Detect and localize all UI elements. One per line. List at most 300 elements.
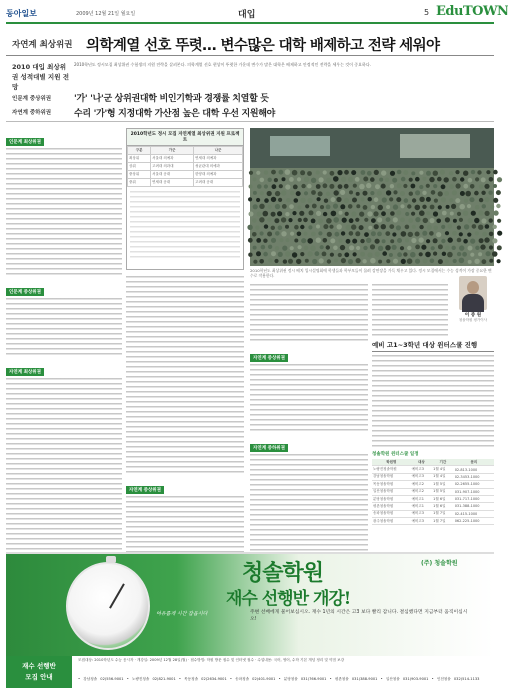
table-cell: 중상위 [128,171,151,179]
audience-member [290,232,294,236]
audience-member [390,184,394,188]
audience-member [422,177,426,181]
section-tag: 자연계 중상위권 [250,354,288,362]
audience-member [356,258,361,263]
audience-member [375,239,380,244]
audience-member [433,226,438,231]
audience-member [301,184,305,188]
audience-member [267,191,272,196]
audience-member [316,225,320,229]
table-row [372,473,494,480]
audience-member [422,231,427,236]
table-cell: 성균관대 의예과 [194,163,243,171]
winter-school-box [372,340,494,550]
audience-member [319,258,324,263]
audience-member [274,259,278,263]
audience-member [407,204,411,208]
audience-illustration [250,128,494,266]
article-column-2 [126,276,244,548]
columnist-role: 청솔학원 평가이사 [458,318,488,322]
audience-member [429,218,434,223]
audience-member [485,197,490,202]
audience-member [296,259,301,264]
section-name: 대입 [238,10,256,20]
audience-member [397,183,402,188]
audience-member [397,238,402,243]
audience-member [426,197,431,202]
audience-member [288,259,293,264]
audience-member [364,232,369,237]
audience-member [497,259,501,263]
audience-member [397,170,402,175]
table-header: 대상 [411,459,433,466]
deck-text: 2010학년도 정시모집 최상위권 수험생의 지원 전략을 살펴본다. 의학계열 선호 현상이 뚜렷한 가운데 변수가 많은 대학은 배제하고 안정적인 전략을 세우는 것이 중요하다. [74,62,372,67]
table-cell: 1월 7일 [432,510,454,517]
audience-member [462,252,467,257]
audience-member [482,232,487,237]
audience-member [304,191,308,195]
article-text [372,284,448,336]
audience-member [292,252,297,257]
audience-member [485,224,490,229]
audience-member [415,190,420,195]
ad-badge-line: 모집 안내 [25,673,53,681]
audience-member [474,259,479,264]
audience-member [271,226,275,230]
audience-member [263,211,269,217]
audience-member [285,184,290,189]
audience-member [318,231,322,235]
audience-member [356,192,360,196]
ad-badge-line: 재수 선행반 [22,662,56,670]
audience-member [381,211,386,216]
audience-member [344,252,349,257]
audience-member [294,225,299,230]
audience-member [348,177,353,182]
audience-member [267,218,271,222]
table-cell: 예비고2 [411,481,433,488]
audience-member [253,246,257,250]
audience-member [392,232,396,236]
audience-member [340,190,345,195]
audience-member [336,197,341,202]
audience-member [433,171,438,176]
audience-member [457,252,461,256]
audience-member [404,198,409,203]
audience-member [341,258,346,263]
audience-member [470,197,475,202]
table-cell: 한양대 의예과 [194,171,243,179]
audience-member [311,190,316,195]
audience-member [264,198,269,203]
audience-member [340,245,345,250]
ad-phone-list: • 강남청솔 02)556-9001 • 노량진청솔 02)821-9001 • 목동청솔 02)2634-9001 • 송파청솔 02)401-9001 • 분당청솔 031)766-9001 • 평촌청솔 031)388-9001 • 일산청솔 031)903-9001 • 인천청솔 032)514-1133 [78,677,480,681]
headline-row [6,30,494,56]
audience-member [300,225,304,229]
audience-member [368,226,372,230]
audience-member [271,238,276,243]
audience-member [390,211,395,216]
audience-member [379,178,383,182]
audience-member [297,232,302,237]
article-column-1 [6,128,122,548]
audience-member [396,210,401,215]
ad-title: 청솔학원 [242,560,324,586]
audience-member [441,225,445,229]
audience-member [293,185,298,190]
audience-member [381,170,386,175]
audience-member [282,246,287,251]
table-cell: 1월 6일 [432,495,454,502]
audience-member [256,238,261,243]
audience-member [433,238,438,243]
audience-member [471,211,476,216]
table-header: 기간 [432,459,454,466]
audience-member [422,205,426,209]
audience-member [407,258,413,264]
audience-member [450,212,454,216]
audience-member [281,231,286,236]
audience-member [386,259,390,263]
audience-member [393,190,397,194]
audience-member [497,219,501,223]
audience-member [285,225,289,229]
table-row [128,155,243,163]
audience-member [467,204,471,208]
audience-member [468,218,473,223]
table-cell: 일산청솔학원 [372,488,411,495]
audience-member [327,232,332,237]
audience-member [316,184,321,189]
audience-member [360,197,364,201]
audience-member [485,211,490,216]
audience-member [489,232,494,237]
audience-member [260,191,264,195]
audience-member [411,184,416,189]
sidebar-table-title: 청솔학원 윈터스쿨 일정 [372,452,419,457]
audience-member [304,246,309,251]
audience-member [337,170,342,175]
subhead: '가' '나'군 상위권대학 비인기학과 경쟁률 치열할 듯 [74,94,269,104]
audience-member [419,237,424,242]
audience-member [425,252,431,258]
audience-member [329,225,333,229]
audience-member [433,211,438,216]
audience-member [375,252,380,257]
audience-member [359,184,365,190]
audience-member [305,259,309,263]
audience-member [349,190,353,194]
audience-member [415,232,420,237]
ad-banner [6,554,494,656]
audience-member [400,191,405,196]
audience-member [303,218,308,223]
ad-badge [6,656,72,688]
audience-member [400,204,404,208]
audience-member [419,225,423,229]
audience-member [459,204,465,210]
table-cell: 노량진청솔학원 [372,466,411,473]
audience-member [459,218,463,222]
audience-member [330,238,335,243]
audience-member [252,232,257,237]
audience-member [352,198,357,203]
table-cell: 중위 [128,179,151,187]
audience-member [411,212,415,216]
audience-member [377,232,382,237]
article-text [126,496,244,552]
ad-body: 주변 선배에게 물어보십시오. 재수 1년의 시간은 고3 보다 빨리 갑니다. 결심했다면 지금부터 움직이십시오! [250,610,468,622]
brand-logo: EduTOWN [436,4,508,19]
audience-member [475,231,479,235]
audience-member [333,217,339,223]
audience-member [385,178,389,182]
audience-member [333,246,338,251]
audience-member [445,231,449,235]
audience-member [256,171,260,175]
audience-member [409,192,413,196]
table-cell: 02-2655-1000 [454,481,494,488]
audience-member [318,219,323,224]
audience-member [368,197,372,201]
audience-member [322,252,327,257]
audience-member [344,198,349,203]
audience-member [257,184,262,189]
audience-member [389,197,393,201]
audience-member [352,239,357,244]
audience-member [248,238,253,243]
section-tag: 자연계 최상위권 [6,368,44,376]
table-row [372,495,494,502]
audience-member [288,218,292,222]
audience-member [447,252,453,258]
sidebar-title: 예비 고1~3학년 대상 윈터스쿨 진행 [372,340,494,352]
audience-member [274,178,278,182]
audience-member [426,171,431,176]
audience-member [320,205,324,209]
subhead: 수리 '가'형 지정대학 가산점 높은 대학 우선 지원해야 [74,109,276,119]
audience-member [468,178,473,183]
audience-member [289,177,294,182]
audience-member [338,253,342,257]
audience-member [370,191,374,195]
audience-member [271,197,276,202]
audience-member [444,191,449,196]
audience-member [464,199,468,203]
audience-member [386,190,391,195]
audience-member [271,251,276,256]
table-cell: 062-225-1000 [454,518,494,525]
audience-member [286,198,290,202]
audience-member [419,171,423,175]
audience-member [346,239,351,244]
table-cell: 평촌청솔학원 [372,503,411,510]
audience-member [326,178,331,183]
audience-member [456,183,461,188]
audience-member [299,211,304,216]
audience-member [449,198,453,202]
audience-member [275,204,280,209]
table-cell: 1월 4일 [432,473,454,480]
audience-member [408,232,413,237]
article-text [250,284,368,344]
audience-member [311,178,316,183]
audience-member [486,251,491,256]
audience-member [452,231,457,236]
audience-member [470,253,474,257]
audience-member [292,211,296,215]
audience-member [484,184,489,189]
section-tag: 인문계 중상위권 [6,288,44,296]
audience-member [360,239,364,243]
academy-advertisement [6,552,494,686]
audience-member [386,217,391,222]
audience-member [344,170,349,175]
audience-member [326,218,332,224]
audience-member [489,259,493,263]
audience-member [449,171,453,175]
audience-member [339,211,343,215]
audience-member [400,217,405,222]
audience-member [481,191,485,195]
sidebar-text [372,355,494,447]
audience-member [489,177,494,182]
audience-member [431,190,436,195]
audience-member [271,170,276,175]
audience-member [389,224,394,229]
audience-member [373,211,378,216]
audience-member [330,171,335,176]
audience-member [407,246,411,250]
audience-member [442,252,446,256]
audience-member [280,238,284,242]
columnist-name: 이 중 원 [464,313,482,318]
audience-member [298,245,302,249]
audience-member [363,191,368,196]
audience-member [405,225,410,230]
audience-member [482,204,486,208]
audience-member [323,183,328,188]
table-cell: 고려대 공대 [194,179,243,187]
table-cell: 목동청솔학원 [372,481,411,488]
table-cell: 예비고3 [411,518,433,525]
table-grid [127,146,243,187]
audience-member [412,198,416,202]
article-text [6,298,122,358]
audience-member [422,191,426,195]
audience-member [374,170,379,175]
audience-member [468,260,472,264]
audience-member [344,184,349,189]
table-header: 나군 [194,147,243,155]
audience-member [475,177,479,181]
audience-member [468,246,473,251]
audience-member [341,177,346,182]
audience-member [445,217,450,222]
deck [6,60,494,91]
audience-member [385,231,390,236]
audience-member [268,245,272,249]
audience-member [334,190,339,195]
audience-member [260,178,265,183]
audience-member [453,219,457,223]
table-header: 문의 [454,459,494,466]
audience-member [392,178,397,183]
audience-member [316,238,321,243]
audience-member [438,244,443,249]
audience-member [267,232,272,237]
paper-name: 동아일보 [6,8,37,18]
audience-member [312,204,317,209]
audience-member [390,239,394,243]
audience-member [453,259,457,263]
audience-member [282,177,286,181]
audience-member [378,205,383,210]
audience-member [255,225,259,229]
audience-member [301,238,306,243]
masthead [6,4,508,24]
audience-member [327,259,331,263]
audience-member [342,218,347,223]
audience-member [307,198,312,203]
audience-member [326,205,331,210]
table-row [372,503,494,510]
audience-member [263,252,268,257]
audience-member [427,225,432,230]
audience-member [463,184,468,189]
audience-member [277,211,282,216]
audience-member [460,177,464,181]
audience-member [434,199,438,203]
audience-member [275,191,280,196]
audience-member [334,258,338,262]
audience-member [493,198,498,203]
audience-member [433,252,437,256]
audience-member [438,191,443,196]
audience-member [249,212,254,217]
audience-member [337,224,342,229]
audience-member [382,239,386,243]
audience-member [316,211,321,216]
audience-member [346,225,351,230]
ad-info: 모집대상: 2010학년도 수능 응시자 · 개강일: 2009년 12월 28일(월) · 접수방법: 학원 방문 접수 및 인터넷 접수 · 수업내용: 국어, 영어, 수학 기본 개념 정리 및 약점 보강 [78,658,345,662]
audience-member [455,198,460,203]
table-cell: 예비고1 [411,495,433,502]
audience-member [257,212,262,217]
audience-member [333,204,338,209]
audience-member [396,197,401,202]
audience-member [263,239,267,243]
audience-member [393,217,398,222]
main-headline: 의학계열 선호 뚜렷… 변수많은 대학 배제하고 전략 세워야 [86,38,440,54]
audience-member [294,239,298,243]
audience-member [278,225,283,230]
table-cell: 031-388-1000 [454,503,494,510]
audience-member [319,177,324,182]
audience-member [300,170,305,175]
publication-date: 2009년 12월 21일 월요일 [76,11,136,17]
audience-member [408,218,413,223]
audience-member [290,191,295,196]
article-text [250,364,368,434]
ad-logo: (주) 청솔학원 [421,560,458,567]
audience-member [290,246,294,250]
audience-member [303,232,307,236]
audience-member [441,197,446,202]
audience-member [415,177,420,182]
audience-member [442,211,447,216]
audience-member [382,197,387,202]
